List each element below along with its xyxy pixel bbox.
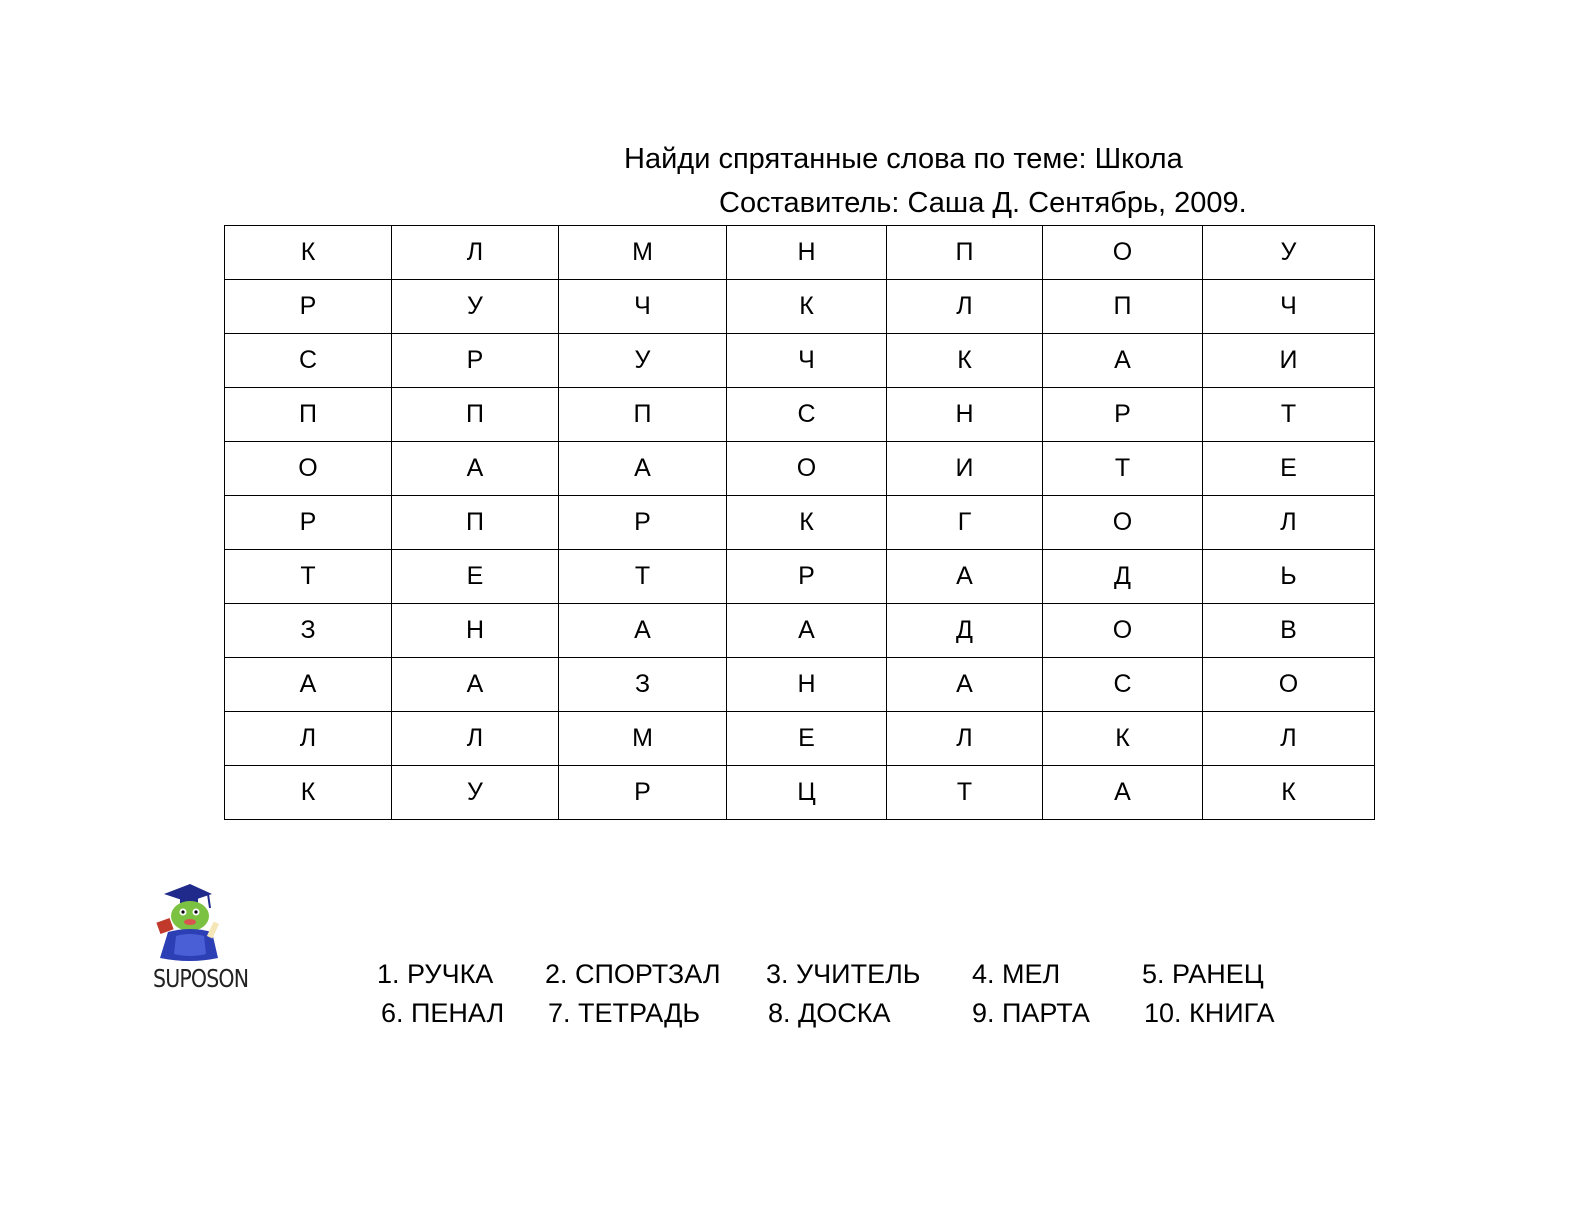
grid-cell: К xyxy=(1203,766,1375,820)
grid-cell: Н xyxy=(392,604,559,658)
grid-cell: З xyxy=(559,658,727,712)
grid-cell: С xyxy=(225,334,392,388)
grid-cell: У xyxy=(392,280,559,334)
grid-cell: П xyxy=(887,226,1043,280)
grid-cell: К xyxy=(1043,712,1203,766)
grid-cell: И xyxy=(1203,334,1375,388)
grid-row xyxy=(225,712,1375,766)
grid-cell: З xyxy=(225,604,392,658)
grid-cell: К xyxy=(887,334,1043,388)
grid-cell: Т xyxy=(559,550,727,604)
grid-cell: А xyxy=(559,442,727,496)
word-item: 10. КНИГА xyxy=(1144,998,1275,1028)
grid-cell: И xyxy=(887,442,1043,496)
grid-cell: Л xyxy=(225,712,392,766)
grid-cell: Л xyxy=(887,280,1043,334)
grid-cell: Т xyxy=(225,550,392,604)
word-item: 9. ПАРТА xyxy=(972,998,1090,1028)
grid-cell: А xyxy=(559,604,727,658)
grid-cell: Р xyxy=(225,280,392,334)
grid-cell: Л xyxy=(1203,712,1375,766)
grid-cell: Л xyxy=(1203,496,1375,550)
grid-row xyxy=(225,280,1375,334)
grid-cell: М xyxy=(559,712,727,766)
grid-cell: Л xyxy=(887,712,1043,766)
grid-cell: П xyxy=(392,388,559,442)
grid-row xyxy=(225,496,1375,550)
grid-row xyxy=(225,226,1375,280)
grid-cell: Е xyxy=(727,712,887,766)
grid-cell: Ч xyxy=(559,280,727,334)
grid-cell: Т xyxy=(1203,388,1375,442)
grid-cell: О xyxy=(1203,658,1375,712)
grid-cell: Т xyxy=(1043,442,1203,496)
grid-cell: Р xyxy=(225,496,392,550)
grid-row xyxy=(225,334,1375,388)
grid-cell: А xyxy=(1043,766,1203,820)
grid-cell: Е xyxy=(1203,442,1375,496)
grid-cell: Ч xyxy=(727,334,887,388)
grid-row xyxy=(225,658,1375,712)
grid-cell: Д xyxy=(1043,550,1203,604)
grid-cell: Р xyxy=(727,550,887,604)
grid-cell: Ь xyxy=(1203,550,1375,604)
grid-cell: Л xyxy=(392,226,559,280)
grid-cell: П xyxy=(225,388,392,442)
word-item: 8. ДОСКА xyxy=(768,998,891,1028)
grid-cell: А xyxy=(392,442,559,496)
word-item: 7. ТЕТРАДЬ xyxy=(548,998,701,1028)
grid-row xyxy=(225,442,1375,496)
grid-row xyxy=(225,604,1375,658)
grid-cell: Н xyxy=(727,658,887,712)
grid-cell: Н xyxy=(887,388,1043,442)
grid-cell: К xyxy=(225,226,392,280)
grid-cell: Л xyxy=(392,712,559,766)
grid-cell: Р xyxy=(559,766,727,820)
grid-cell: А xyxy=(225,658,392,712)
word-item: 6. ПЕНАЛ xyxy=(381,998,505,1028)
grid-cell: А xyxy=(887,658,1043,712)
mascot-icon xyxy=(150,878,266,968)
word-item: 1. РУЧКА xyxy=(377,959,494,989)
grid-row xyxy=(225,550,1375,604)
grid-cell: У xyxy=(392,766,559,820)
grid-cell: А xyxy=(727,604,887,658)
grid-cell: К xyxy=(225,766,392,820)
grid-cell: А xyxy=(392,658,559,712)
word-item: 2. СПОРТЗАЛ xyxy=(545,959,721,989)
logo-text: SUPOSON xyxy=(153,964,249,993)
grid-cell: С xyxy=(1043,658,1203,712)
grid-row xyxy=(225,388,1375,442)
grid-cell: К xyxy=(727,496,887,550)
suposon-logo xyxy=(150,878,266,996)
grid-cell: П xyxy=(559,388,727,442)
word-item: 5. РАНЕЦ xyxy=(1142,959,1264,989)
grid-cell: П xyxy=(392,496,559,550)
grid-cell: У xyxy=(559,334,727,388)
grid-cell: О xyxy=(1043,604,1203,658)
grid-cell: К xyxy=(727,280,887,334)
grid-row xyxy=(225,766,1375,820)
grid-cell: М xyxy=(559,226,727,280)
grid-cell: У xyxy=(1203,226,1375,280)
grid-cell: О xyxy=(225,442,392,496)
grid-cell: Н xyxy=(727,226,887,280)
grid-cell: Е xyxy=(392,550,559,604)
grid-cell: Т xyxy=(887,766,1043,820)
word-item: 4. МЕЛ xyxy=(972,959,1061,989)
grid-cell: А xyxy=(1043,334,1203,388)
grid-cell: Р xyxy=(1043,388,1203,442)
grid-cell: О xyxy=(727,442,887,496)
grid-cell: Р xyxy=(559,496,727,550)
grid-cell: О xyxy=(1043,496,1203,550)
grid-cell: С xyxy=(727,388,887,442)
grid-cell: Р xyxy=(392,334,559,388)
grid-cell: Ц xyxy=(727,766,887,820)
grid-cell: Г xyxy=(887,496,1043,550)
grid-cell: О xyxy=(1043,226,1203,280)
grid-cell: П xyxy=(1043,280,1203,334)
worksheet-author-line: Составитель: Саша Д. Сентябрь, 2009. xyxy=(719,187,1247,219)
word-search-grid xyxy=(224,225,1375,820)
worksheet-title: Найди спрятанные слова по теме: Школа xyxy=(624,143,1183,175)
word-item: 3. УЧИТЕЛЬ xyxy=(766,959,921,989)
grid-cell: Д xyxy=(887,604,1043,658)
grid-cell: Ч xyxy=(1203,280,1375,334)
grid-cell: В xyxy=(1203,604,1375,658)
grid-cell: А xyxy=(887,550,1043,604)
